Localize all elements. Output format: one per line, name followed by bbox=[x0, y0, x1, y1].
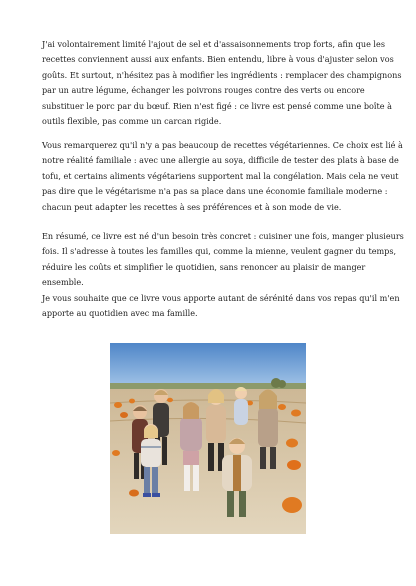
family-photo-illustration bbox=[110, 343, 306, 534]
paragraph-vegetarian bbox=[42, 138, 403, 215]
text-line: notre réalité familiale : avec une allergie au soya, difficile de tester des plats à base de bbox=[42, 155, 399, 166]
text-line: par un autre légume, échanger les poivrons rouges contre des verts ou encore bbox=[42, 85, 365, 96]
text-line: substituer le porc par du bœuf. Rien n'est figé : ce livre est pensé comme une boîte à bbox=[42, 100, 392, 111]
text-line: apporte au quotidien avec ma famille. bbox=[42, 308, 198, 319]
text-line: En résumé, ce livre est né d'un besoin très concret : cuisiner une fois, manger plusieurs bbox=[42, 231, 404, 241]
text-line: chacun peut adapter les recettes à ses préférences et à son mode de vie. bbox=[42, 201, 342, 212]
person bbox=[234, 387, 248, 425]
text-line: goûts. Et surtout, n'hésitez pas à modifier les ingrédients : remplacer des champignons bbox=[42, 69, 402, 80]
text-line: outils flexible, pas comme un carcan rigide. bbox=[42, 116, 222, 127]
family-photo bbox=[110, 343, 306, 534]
text-line: Je vous souhaite que ce livre vous apporte autant de sérénité dans vos repas qu'il m'en bbox=[42, 292, 400, 303]
paragraph-summary bbox=[42, 229, 404, 321]
text-line: Vous remarquerez qu'il n'y a pas beaucoup de recettes végétariennes. Ce choix est lié à bbox=[42, 140, 403, 150]
text-line: J'ai volontairement limité l'ajout de sel et d'assaisonnements trop forts, afin que les bbox=[42, 39, 385, 49]
text-line: ensemble. bbox=[42, 277, 84, 288]
text-line: réduire les coûts et simplifier le quotidien, sans renoncer au plaisir de manger bbox=[42, 261, 366, 272]
text-line: pas dire que le végétarisme n'a pas sa place dans une économie familiale moderne : bbox=[42, 186, 388, 197]
paragraph-seasoning bbox=[42, 37, 402, 129]
text-line: recettes conviennent aussi aux enfants. Bien entendu, libre à vous d'ajuster selon vos bbox=[42, 54, 394, 65]
text-line: fois. Il s'adresse à toutes les familles qui, comme la mienne, veulent gagner du temps, bbox=[42, 246, 397, 257]
text-line: tofu, et certains aliments végétariens supportent mal la congélation. Mais cela ne veut bbox=[42, 170, 399, 181]
